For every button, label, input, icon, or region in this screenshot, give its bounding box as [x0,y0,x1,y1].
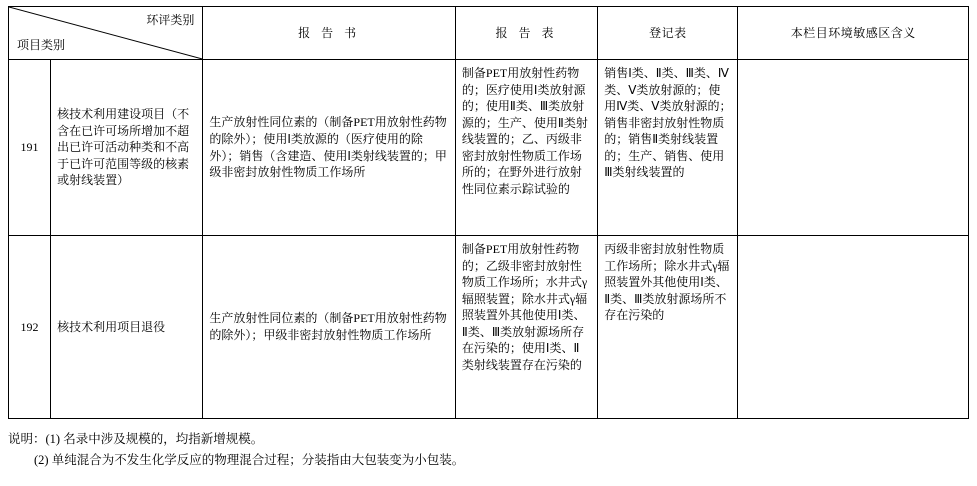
row-report-form: 制备PET用放射性药物的；医疗使用Ⅰ类放射源的；使用Ⅱ类、Ⅲ类放射源的；生产、使用Ⅱ类射线装置的；乙、丙级非密封放射性物质工作场所的；在野外进行放射性同位素示踪试验的 [455,60,597,236]
notes-block [8,429,969,472]
header-sensitive-area: 本栏目环境敏感区含义 [738,7,969,60]
table-header-row [9,7,969,60]
row-project-category: 核技术利用建设项目（不含在已许可场所增加不超出已许可活动种类和不高于已许可范围等级的核素或射线装置） [51,60,203,236]
header-label-eia-category: 环评类别 [146,13,195,27]
row-registration-form: 销售Ⅰ类、Ⅱ类、Ⅲ类、Ⅳ类、Ⅴ类放射源的；使用Ⅳ类、Ⅴ类放射源的；销售非密封放射性物质的；销售Ⅱ类射线装置的；生产、销售、使用Ⅲ类射线装置的 [598,60,738,236]
row-report-book: 生产放射性同位素的（制备PET用放射性药物的除外）；使用Ⅰ类放源的（医疗使用的除外）；销售（含建造、使用Ⅰ类射线装置的；甲级非密封放射性物质工作场所 [203,60,456,236]
header-label-project-category: 项目类别 [17,38,66,53]
row-project-category: 核技术利用项目退役 [51,236,203,419]
eia-category-table [8,6,969,419]
header-registration-form: 登记表 [598,7,738,60]
note-line-1: 说明：(1) 名录中涉及规模的，均指新增规模。 [8,432,264,446]
row-registration-form: 丙级非密封放射性物质工作场所；除水井式γ辐照装置外其他使用Ⅰ类、Ⅱ类、Ⅲ类放射源场所不存在污染的 [598,236,738,419]
row-number: 191 [9,60,51,236]
header-report-book: 报 告 书 [203,7,456,60]
row-sensitive-area [738,236,969,419]
header-corner-cell [9,7,203,60]
row-report-form: 制备PET用放射性药物的；乙级非密封放射性物质工作场所；水井式γ辐照装置；除水井式γ辐照装置外其他使用Ⅰ类、Ⅱ类、Ⅲ类放射源场所存在污染的；使用Ⅰ类、Ⅱ类射线装置存在污染的 [455,236,597,419]
table-row [9,236,969,419]
note-line-2: (2) 单纯混合为不发生化学反应的物理混合过程；分装指由大包装变为小包装。 [34,453,465,468]
table-row [9,60,969,236]
row-number: 192 [9,236,51,419]
header-report-form: 报 告 表 [455,7,597,60]
row-sensitive-area [738,60,969,236]
row-report-book: 生产放射性同位素的（制备PET用放射性药物的除外）；甲级非密封放射性物质工作场所 [203,236,456,419]
